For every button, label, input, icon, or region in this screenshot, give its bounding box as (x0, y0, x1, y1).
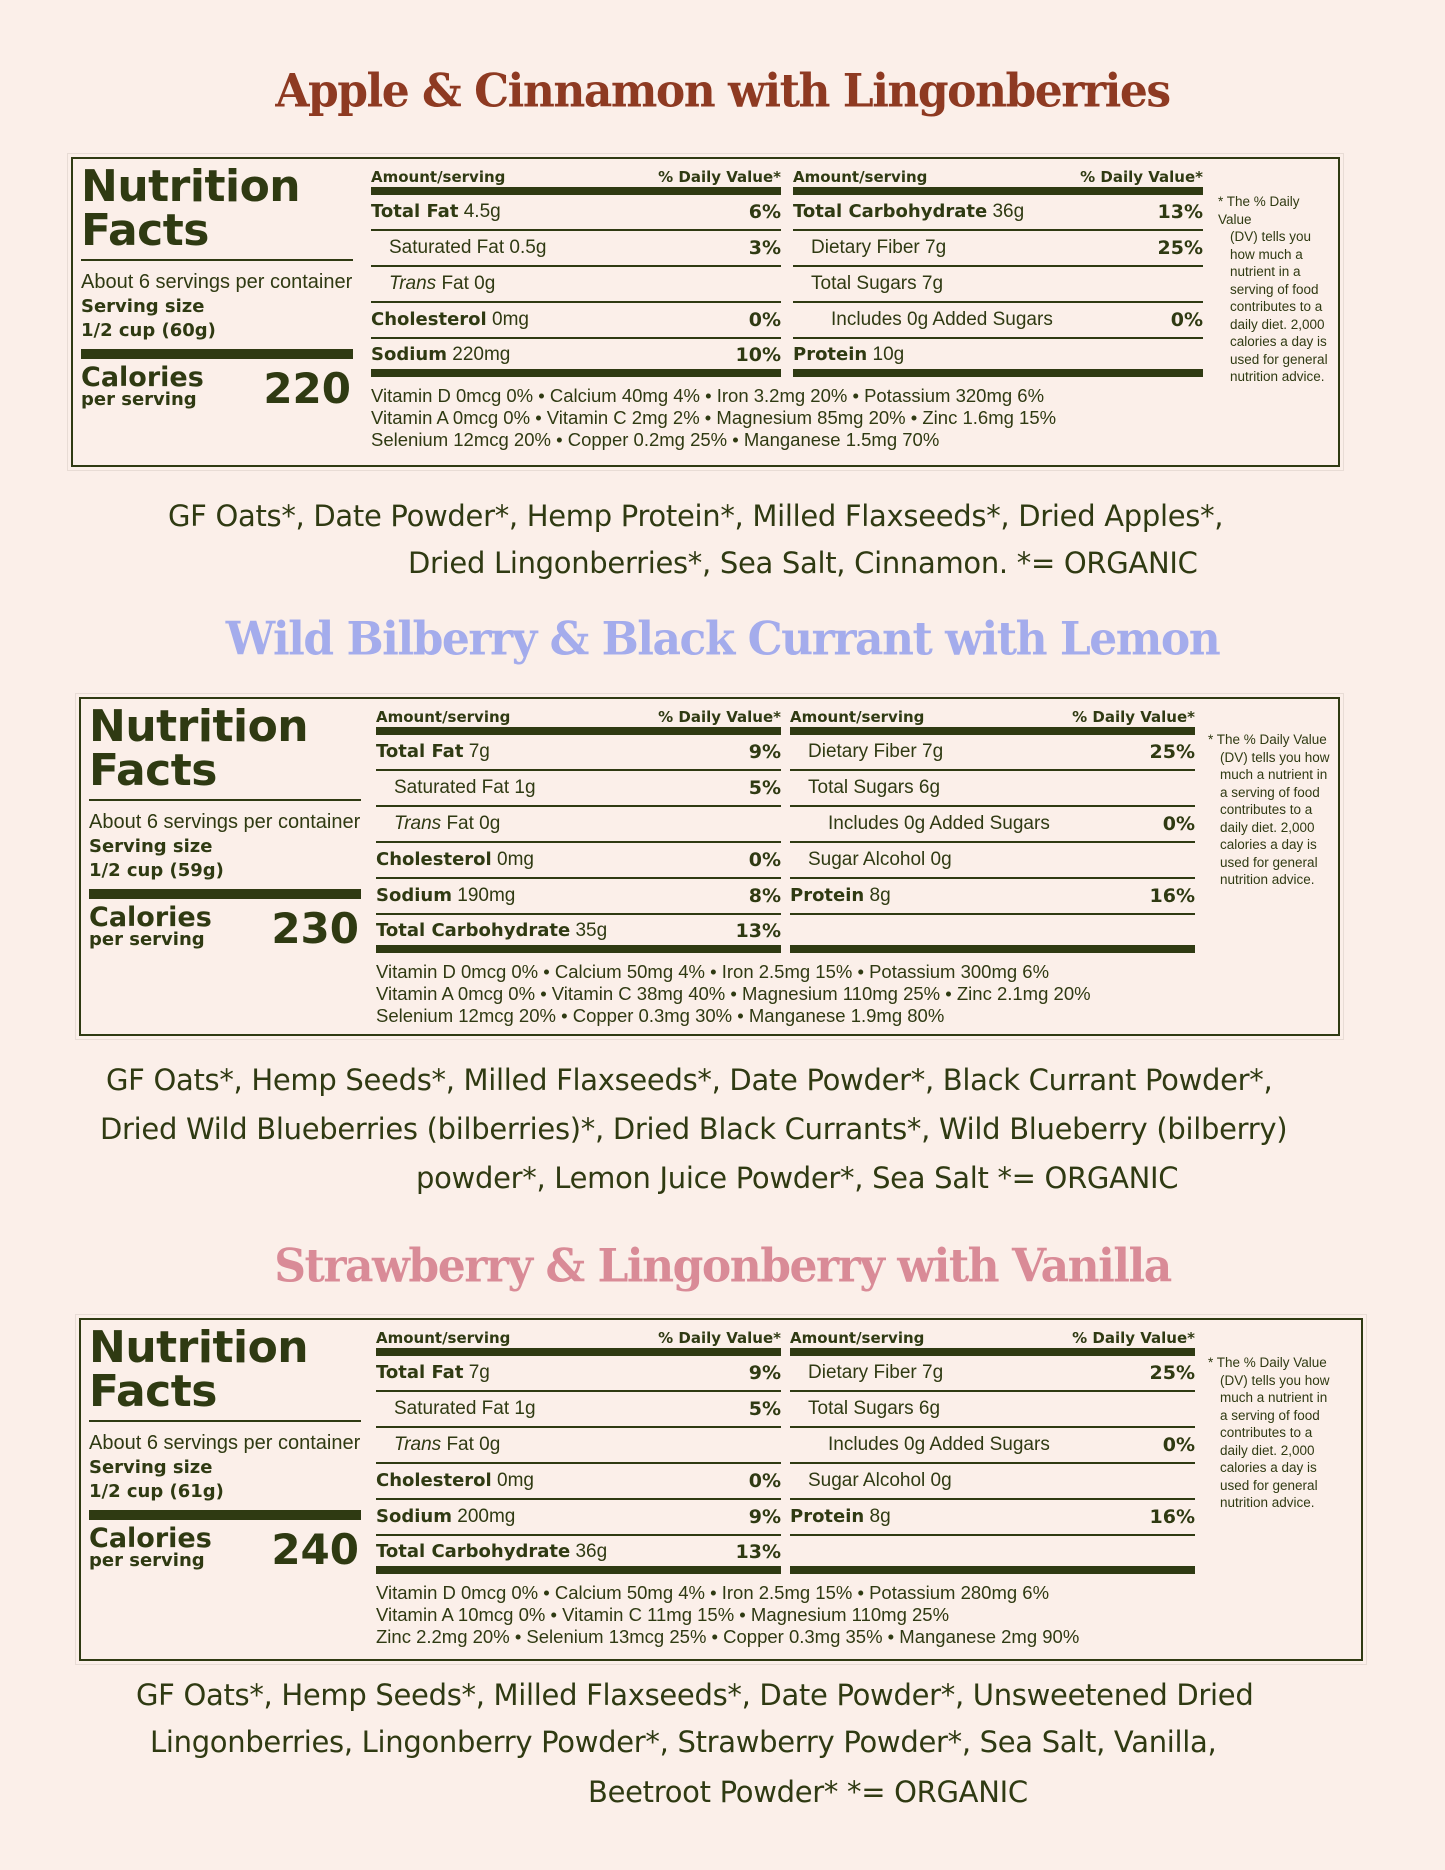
nutrient-amount: Includes 0g Added Sugars (831, 309, 1053, 330)
amount-serving-label: Amount/serving (376, 708, 511, 726)
nutrient-amount: Saturated Fat 1g (394, 777, 536, 798)
per-serving-label: per serving (89, 1550, 205, 1571)
nutrient-name: Protein (790, 1506, 865, 1527)
nutrient-row (371, 267, 781, 303)
nutrient-percent: 16% (1149, 1506, 1195, 1528)
daily-value-label: % Daily Value* (1072, 708, 1195, 726)
ingredients-line: GF Oats*, Hemp Seeds*, Milled Flaxseeds*, Date Powder*, Unsweetened Dried (136, 1678, 1254, 1712)
nutrient-percent: 0% (1170, 309, 1203, 331)
nutrient-percent: 6% (748, 201, 781, 223)
amount-serving-label: Amount/serving (790, 708, 925, 726)
nutrient-amount: 35g (575, 920, 608, 941)
product-title: Wild Bilberry & Black Currant with Lemon (225, 612, 1220, 667)
ingredients-line: GF Oats*, Hemp Seeds*, Milled Flaxseeds*, Date Powder*, Black Currant Powder*, (106, 1063, 1273, 1097)
nutrient-column-left (376, 707, 781, 953)
nutrient-name: Total Carbohydrate (793, 201, 988, 222)
nutrition-header (81, 161, 353, 419)
nutrient-percent: 9% (748, 1362, 781, 1384)
calories-label: Calories (89, 1523, 212, 1554)
footnote-line: * The % Daily Value (1208, 1355, 1327, 1370)
vitamin-line: Vitamin D 0mcg 0% • Calcium 40mg 4% • Iron 3.2mg 20% • Potassium 320mg 6% (371, 385, 1045, 406)
column-header (376, 1328, 781, 1356)
trans-label: Trans (389, 273, 437, 294)
nutrient-row (793, 303, 1203, 339)
nutrient-percent: 0% (748, 309, 781, 331)
nutrient-row (376, 1428, 781, 1464)
column-header (376, 707, 781, 735)
nutrient-amount: Fat 0g (441, 1434, 501, 1455)
nutrient-row (793, 339, 1203, 377)
vitamin-line: Vitamin A 0mcg 0% • Vitamin C 38mg 40% • Magnesium 110mg 25% • Zinc 2.1mg 20% (376, 983, 1091, 1004)
product-title: Strawberry & Lingonberry with Vanilla (274, 1239, 1171, 1294)
product-title: Apple & Cinnamon with Lingonberries (275, 64, 1170, 119)
trans-label: Trans (394, 813, 442, 834)
nutrient-column-right (793, 167, 1203, 377)
daily-value-label: % Daily Value* (1072, 1329, 1195, 1347)
vitamins-minerals (376, 961, 1206, 1027)
nutrient-name: Sodium (371, 344, 447, 365)
nutrient-row (790, 843, 1195, 879)
nutrient-row (793, 267, 1203, 303)
nutrient-row (376, 771, 781, 807)
nutrient-amount: 200mg (457, 1506, 516, 1527)
serving-size-value: 1/2 cup (61g) (89, 1481, 224, 1502)
nutrient-percent: 0% (748, 849, 781, 871)
nutrient-row (376, 807, 781, 843)
nutrient-amount: 8g (869, 1506, 891, 1527)
nutrient-percent: 8% (748, 885, 781, 907)
nutrient-column-left (371, 167, 781, 377)
amount-serving-label: Amount/serving (790, 1329, 925, 1347)
nutrient-row (376, 1356, 781, 1392)
daily-value-label: % Daily Value* (658, 1329, 781, 1347)
calories-label: Calories (81, 362, 204, 393)
serving-size-label: Serving size (89, 1457, 213, 1478)
calories-value: 230 (271, 904, 359, 953)
per-serving-label: per serving (89, 929, 205, 950)
nutrient-percent: 5% (748, 1398, 781, 1420)
nutrient-amount: Fat 0g (436, 273, 496, 294)
nutrition-facts-panel (71, 157, 1340, 467)
nutrient-amount: 10g (872, 344, 905, 365)
nutrient-amount: 7g (468, 741, 490, 762)
vitamin-line: Zinc 2.2mg 20% • Selenium 13mcg 25% • Copper 0.3mg 35% • Manganese 2mg 90% (376, 1626, 1080, 1647)
nutrient-amount: Total Sugars 6g (808, 1398, 941, 1419)
nutrient-amount: Sugar Alcohol 0g (808, 849, 952, 870)
nutrient-percent: 3% (748, 237, 781, 259)
nutrient-row (371, 231, 781, 267)
product-section (0, 62, 1445, 122)
nutrient-row (376, 1536, 781, 1574)
nutrient-column-right (790, 1328, 1195, 1574)
daily-value-footnote (1218, 193, 1336, 386)
nutrient-row (376, 843, 781, 879)
nutrient-column-right (790, 707, 1195, 953)
nutrient-percent: 9% (748, 1506, 781, 1528)
nutrient-name: Sodium (376, 885, 452, 906)
nutrient-amount: Fat 0g (441, 813, 501, 834)
amount-serving-label: Amount/serving (376, 1329, 511, 1347)
nutrient-amount: 36g (992, 201, 1025, 222)
nutrient-row (376, 735, 781, 771)
nutrient-amount: 7g (468, 1362, 490, 1383)
daily-value-footnote (1208, 731, 1333, 889)
nutrient-amount: Sugar Alcohol 0g (808, 1470, 952, 1491)
product-section (0, 610, 1445, 670)
nutrient-name: Total Carbohydrate (376, 1541, 571, 1562)
nutrition-facts-heading: Nutrition Facts (81, 165, 353, 261)
column-header (371, 167, 781, 195)
daily-value-footnote (1208, 1354, 1333, 1512)
nutrient-amount: Includes 0g Added Sugars (828, 1434, 1050, 1455)
nutrient-row (790, 771, 1195, 807)
product-section (0, 1237, 1445, 1297)
nutrient-amount: Total Sugars 6g (808, 777, 941, 798)
nutrient-name: Protein (790, 885, 865, 906)
nutrient-percent: 10% (735, 344, 781, 366)
calories-row (89, 889, 361, 959)
nutrient-name: Cholesterol (371, 309, 487, 330)
ingredients-line: powder*, Lemon Juice Powder*, Sea Salt *= ORGANIC (416, 1161, 1179, 1195)
vitamin-line: Vitamin A 0mcg 0% • Vitamin C 2mg 2% • Magnesium 85mg 20% • Zinc 1.6mg 15% (371, 407, 1057, 428)
nutrient-percent: 25% (1157, 237, 1203, 259)
nutrition-header (89, 1322, 361, 1580)
nutrient-row-empty (790, 915, 1195, 953)
per-serving-label: per serving (81, 389, 197, 410)
nutrient-amount: Includes 0g Added Sugars (828, 813, 1050, 834)
serving-size-label: Serving size (81, 296, 205, 317)
nutrient-row (790, 735, 1195, 771)
nutrient-row (376, 1464, 781, 1500)
servings-per-container: About 6 servings per container (89, 811, 361, 833)
nutrient-amount: Dietary Fiber 7g (808, 741, 944, 762)
nutrient-name: Total Fat (376, 1362, 464, 1383)
footnote-line: * The % Daily Value (1208, 732, 1327, 747)
nutrient-name: Sodium (376, 1506, 452, 1527)
ingredients-line: Dried Lingonberries*, Sea Salt, Cinnamon. *= ORGANIC (408, 546, 1198, 580)
vitamin-line: Vitamin D 0mcg 0% • Calcium 50mg 4% • Iron 2.5mg 15% • Potassium 300mg 6% (376, 961, 1050, 982)
amount-serving-label: Amount/serving (371, 168, 506, 186)
nutrition-header (89, 701, 361, 959)
daily-value-label: % Daily Value* (1080, 168, 1203, 186)
nutrient-row (376, 1500, 781, 1536)
nutrient-amount: Saturated Fat 0.5g (389, 237, 547, 258)
vitamins-minerals (371, 385, 1201, 451)
footnote-text: (DV) tells you how much a nutrient in a serving of food contributes to a daily diet. 2,000 calories a day is used for general nutrition advice. (1230, 229, 1328, 384)
ingredients-line: Lingonberries, Lingonberry Powder*, Strawberry Powder*, Sea Salt, Vanilla, (150, 1725, 1217, 1759)
calories-label: Calories (89, 902, 212, 933)
nutrient-row (376, 1392, 781, 1428)
nutrient-percent: 0% (1162, 1434, 1195, 1456)
nutrient-row (790, 1428, 1195, 1464)
vitamin-line: Selenium 12mcg 20% • Copper 0.3mg 30% • Manganese 1.9mg 80% (376, 1005, 945, 1026)
nutrient-amount: 8g (869, 885, 891, 906)
vitamin-line: Vitamin D 0mcg 0% • Calcium 50mg 4% • Iron 2.5mg 15% • Potassium 280mg 6% (376, 1582, 1050, 1603)
ingredients-line: GF Oats*, Date Powder*, Hemp Protein*, Milled Flaxseeds*, Dried Apples*, (168, 499, 1224, 533)
nutrient-row (790, 1356, 1195, 1392)
nutrient-amount: 36g (575, 1541, 608, 1562)
nutrient-percent: 16% (1149, 885, 1195, 907)
vitamin-line: Vitamin A 10mcg 0% • Vitamin C 11mg 15% • Magnesium 110mg 25% (376, 1604, 950, 1625)
servings-per-container: About 6 servings per container (89, 1432, 361, 1454)
nutrient-percent: 13% (735, 1541, 781, 1563)
nutrition-facts-heading: Nutrition Facts (89, 1326, 361, 1422)
nutrient-amount: Dietary Fiber 7g (811, 237, 947, 258)
nutrient-name: Total Fat (371, 201, 459, 222)
nutrient-percent: 5% (748, 777, 781, 799)
vitamins-minerals (376, 1582, 1206, 1648)
nutrient-row (793, 231, 1203, 267)
servings-per-container: About 6 servings per container (81, 271, 353, 293)
footnote-text: (DV) tells you how much a nutrient in a serving of food contributes to a daily diet. 2,000 calories a day is used for general nutrition advice. (1220, 1372, 1330, 1510)
nutrient-percent: 9% (748, 741, 781, 763)
nutrient-row (371, 303, 781, 339)
nutrient-row (790, 807, 1195, 843)
nutrient-row-empty (790, 1536, 1195, 1574)
nutrient-row (790, 1392, 1195, 1428)
footnote-text: (DV) tells you how much a nutrient in a serving of food contributes to a daily diet. 2,000 calories a day is used for general nutrition advice. (1220, 749, 1330, 887)
column-header (790, 1328, 1195, 1356)
nutrient-percent: 25% (1149, 1362, 1195, 1384)
nutrient-name: Protein (793, 344, 868, 365)
nutrient-name: Cholesterol (376, 849, 492, 870)
nutrient-amount: Saturated Fat 1g (394, 1398, 536, 1419)
nutrition-facts-panel (79, 697, 1340, 1036)
footnote-line: * The % Daily Value (1218, 194, 1300, 227)
amount-serving-label: Amount/serving (793, 168, 928, 186)
nutrient-row (790, 1500, 1195, 1536)
calories-row (89, 1510, 361, 1580)
nutrient-percent: 13% (735, 920, 781, 942)
nutrient-row (371, 339, 781, 377)
nutrient-row (371, 195, 781, 231)
nutrient-percent: 0% (748, 1470, 781, 1492)
nutrient-row (790, 1464, 1195, 1500)
nutrient-amount: 0mg (492, 309, 529, 330)
nutrient-row (793, 195, 1203, 231)
nutrient-row (376, 915, 781, 953)
trans-label: Trans (394, 1434, 442, 1455)
calories-value: 220 (263, 364, 351, 413)
nutrient-amount: 190mg (457, 885, 516, 906)
nutrition-facts-panel (79, 1318, 1363, 1661)
nutrient-name: Total Fat (376, 741, 464, 762)
ingredients-line: Beetroot Powder* *= ORGANIC (588, 1775, 1028, 1809)
serving-size-label: Serving size (89, 836, 213, 857)
nutrient-row (376, 879, 781, 915)
nutrient-name: Total Carbohydrate (376, 920, 571, 941)
calories-row (81, 349, 353, 419)
nutrient-percent: 25% (1149, 741, 1195, 763)
daily-value-label: % Daily Value* (658, 708, 781, 726)
column-header (790, 707, 1195, 735)
vitamin-line: Selenium 12mcg 20% • Copper 0.2mg 25% • Manganese 1.5mg 70% (371, 429, 940, 450)
ingredients-line: Dried Wild Blueberries (bilberries)*, Dried Black Currants*, Wild Blueberry (bilberry) (100, 1112, 1288, 1146)
nutrient-amount: 0mg (497, 849, 534, 870)
nutrient-percent: 0% (1162, 813, 1195, 835)
daily-value-label: % Daily Value* (658, 168, 781, 186)
nutrient-row (790, 879, 1195, 915)
column-header (793, 167, 1203, 195)
nutrient-amount: Total Sugars 7g (811, 273, 944, 294)
nutrient-name: Cholesterol (376, 1470, 492, 1491)
serving-size-value: 1/2 cup (60g) (81, 320, 216, 341)
nutrient-amount: 4.5g (463, 201, 501, 222)
nutrient-amount: 0mg (497, 1470, 534, 1491)
nutrient-percent: 13% (1157, 201, 1203, 223)
nutrition-facts-heading: Nutrition Facts (89, 705, 361, 801)
serving-size-value: 1/2 cup (59g) (89, 860, 224, 881)
nutrient-column-left (376, 1328, 781, 1574)
nutrient-amount: Dietary Fiber 7g (808, 1362, 944, 1383)
calories-value: 240 (271, 1525, 359, 1574)
nutrient-amount: 220mg (452, 344, 511, 365)
